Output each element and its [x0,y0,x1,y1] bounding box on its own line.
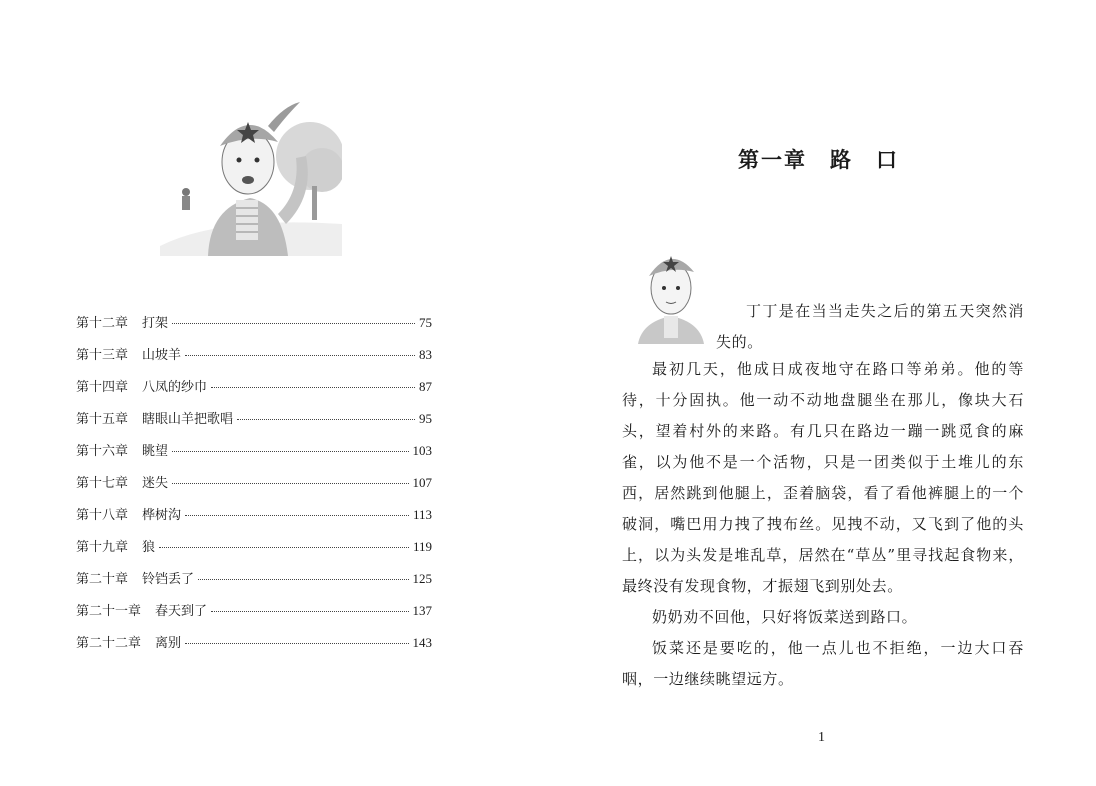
toc-entry[interactable] [76,440,432,472]
toc-dot-leader [185,355,415,356]
toc-dot-leader [211,611,408,612]
toc-chapter-number: 第十四章 [76,380,129,395]
toc-dot-leader [198,579,408,580]
toc-chapter-title: 离别 [155,636,182,651]
toc-chapter-title: 打架 [142,316,169,331]
toc-chapter-title: 春天到了 [155,604,208,619]
chapter-paragraph: 饭菜还是要吃的，他一点儿也不拒绝，一边大口吞咽，一边继续眺望远方。 [622,639,1024,688]
boy-portrait-illustration [628,242,714,344]
toc-dot-leader [185,643,408,644]
toc-chapter-number: 第二十章 [76,572,129,587]
toc-chapter-title: 桦树沟 [142,508,182,523]
chapter-paragraph: 丁丁是在当当走失之后的第五天突然消失的。 [716,302,1024,351]
toc-chapter-title: 铃铛丢了 [142,572,195,587]
toc-chapter-title: 眺望 [142,444,169,459]
toc-chapter-title: 瞎眼山羊把歌唱 [142,412,234,427]
toc-entry[interactable] [76,408,432,440]
toc-entry[interactable] [76,504,432,536]
toc-page-number: 137 [412,603,432,618]
right-page [548,0,1096,786]
toc-chapter-number: 第十六章 [76,444,129,459]
toc-chapter-number: 第十八章 [76,508,129,523]
toc-page-number: 143 [412,635,432,650]
toc-page-number: 103 [412,443,432,458]
toc-page-number: 113 [412,507,432,522]
toc-entry[interactable] [76,600,432,632]
toc-chapter-number: 第二十一章 [76,604,142,619]
page-number: 1 [818,730,825,745]
toc-entry[interactable] [76,472,432,504]
toc-page-number: 119 [412,539,432,554]
toc-page-number: 87 [419,379,432,394]
toc-dot-leader [159,547,409,548]
toc-entry[interactable] [76,536,432,568]
toc-page-number: 95 [419,411,432,426]
toc-dot-leader [172,483,408,484]
toc-entry[interactable] [76,344,432,376]
chapter-title: 第一章 路 口 [738,147,899,172]
toc-chapter-number: 第十九章 [76,540,129,555]
toc-chapter-title: 山坡羊 [142,348,182,363]
boy-waving-illustration [160,96,342,256]
toc-dot-leader [211,387,415,388]
toc-dot-leader [172,451,408,452]
toc-chapter-number: 第十三章 [76,348,129,363]
toc-entry[interactable] [76,376,432,408]
toc-chapter-title: 迷失 [142,476,169,491]
toc-dot-leader [172,323,415,324]
toc-chapter-title: 八凤的纱巾 [142,380,208,395]
toc-page-number: 83 [419,347,432,362]
toc-dot-leader [185,515,409,516]
toc-chapter-number: 第十二章 [76,316,129,331]
toc-chapter-number: 第十五章 [76,412,129,427]
chapter-paragraph: 奶奶劝不回他，只好将饭菜送到路口。 [652,608,918,626]
toc-page-number: 107 [412,475,432,490]
toc-page-number: 75 [419,315,432,330]
toc-chapter-title: 狼 [142,540,156,555]
toc-entry[interactable] [76,632,432,664]
table-of-contents [76,312,432,664]
toc-page-number: 125 [412,571,432,586]
toc-chapter-number: 第十七章 [76,476,129,491]
chapter-paragraph: 最初几天，他成日成夜地守在路口等弟弟。他的等待，十分固执。他一动不动地盘腿坐在那儿，像块大石头，望着村外的来路。有几只在路边一蹦一跳觅食的麻雀，以为他不是一个活物，只是一团类似于土堆儿的东西，居然跳到他腿上，歪着脑袋，看了看他裤腿上的一个破洞，嘴巴用力拽了拽布丝。见拽不动，又飞到了他的头上，以为头发是堆乱草，居然在“草丛”里寻找起食物来，最终没有发现食物，才振翅飞到别处去。 [622,360,1024,595]
toc-dot-leader [237,419,415,420]
toc-entry[interactable] [76,312,432,344]
toc-entry[interactable] [76,568,432,600]
toc-chapter-number: 第二十二章 [76,636,142,651]
